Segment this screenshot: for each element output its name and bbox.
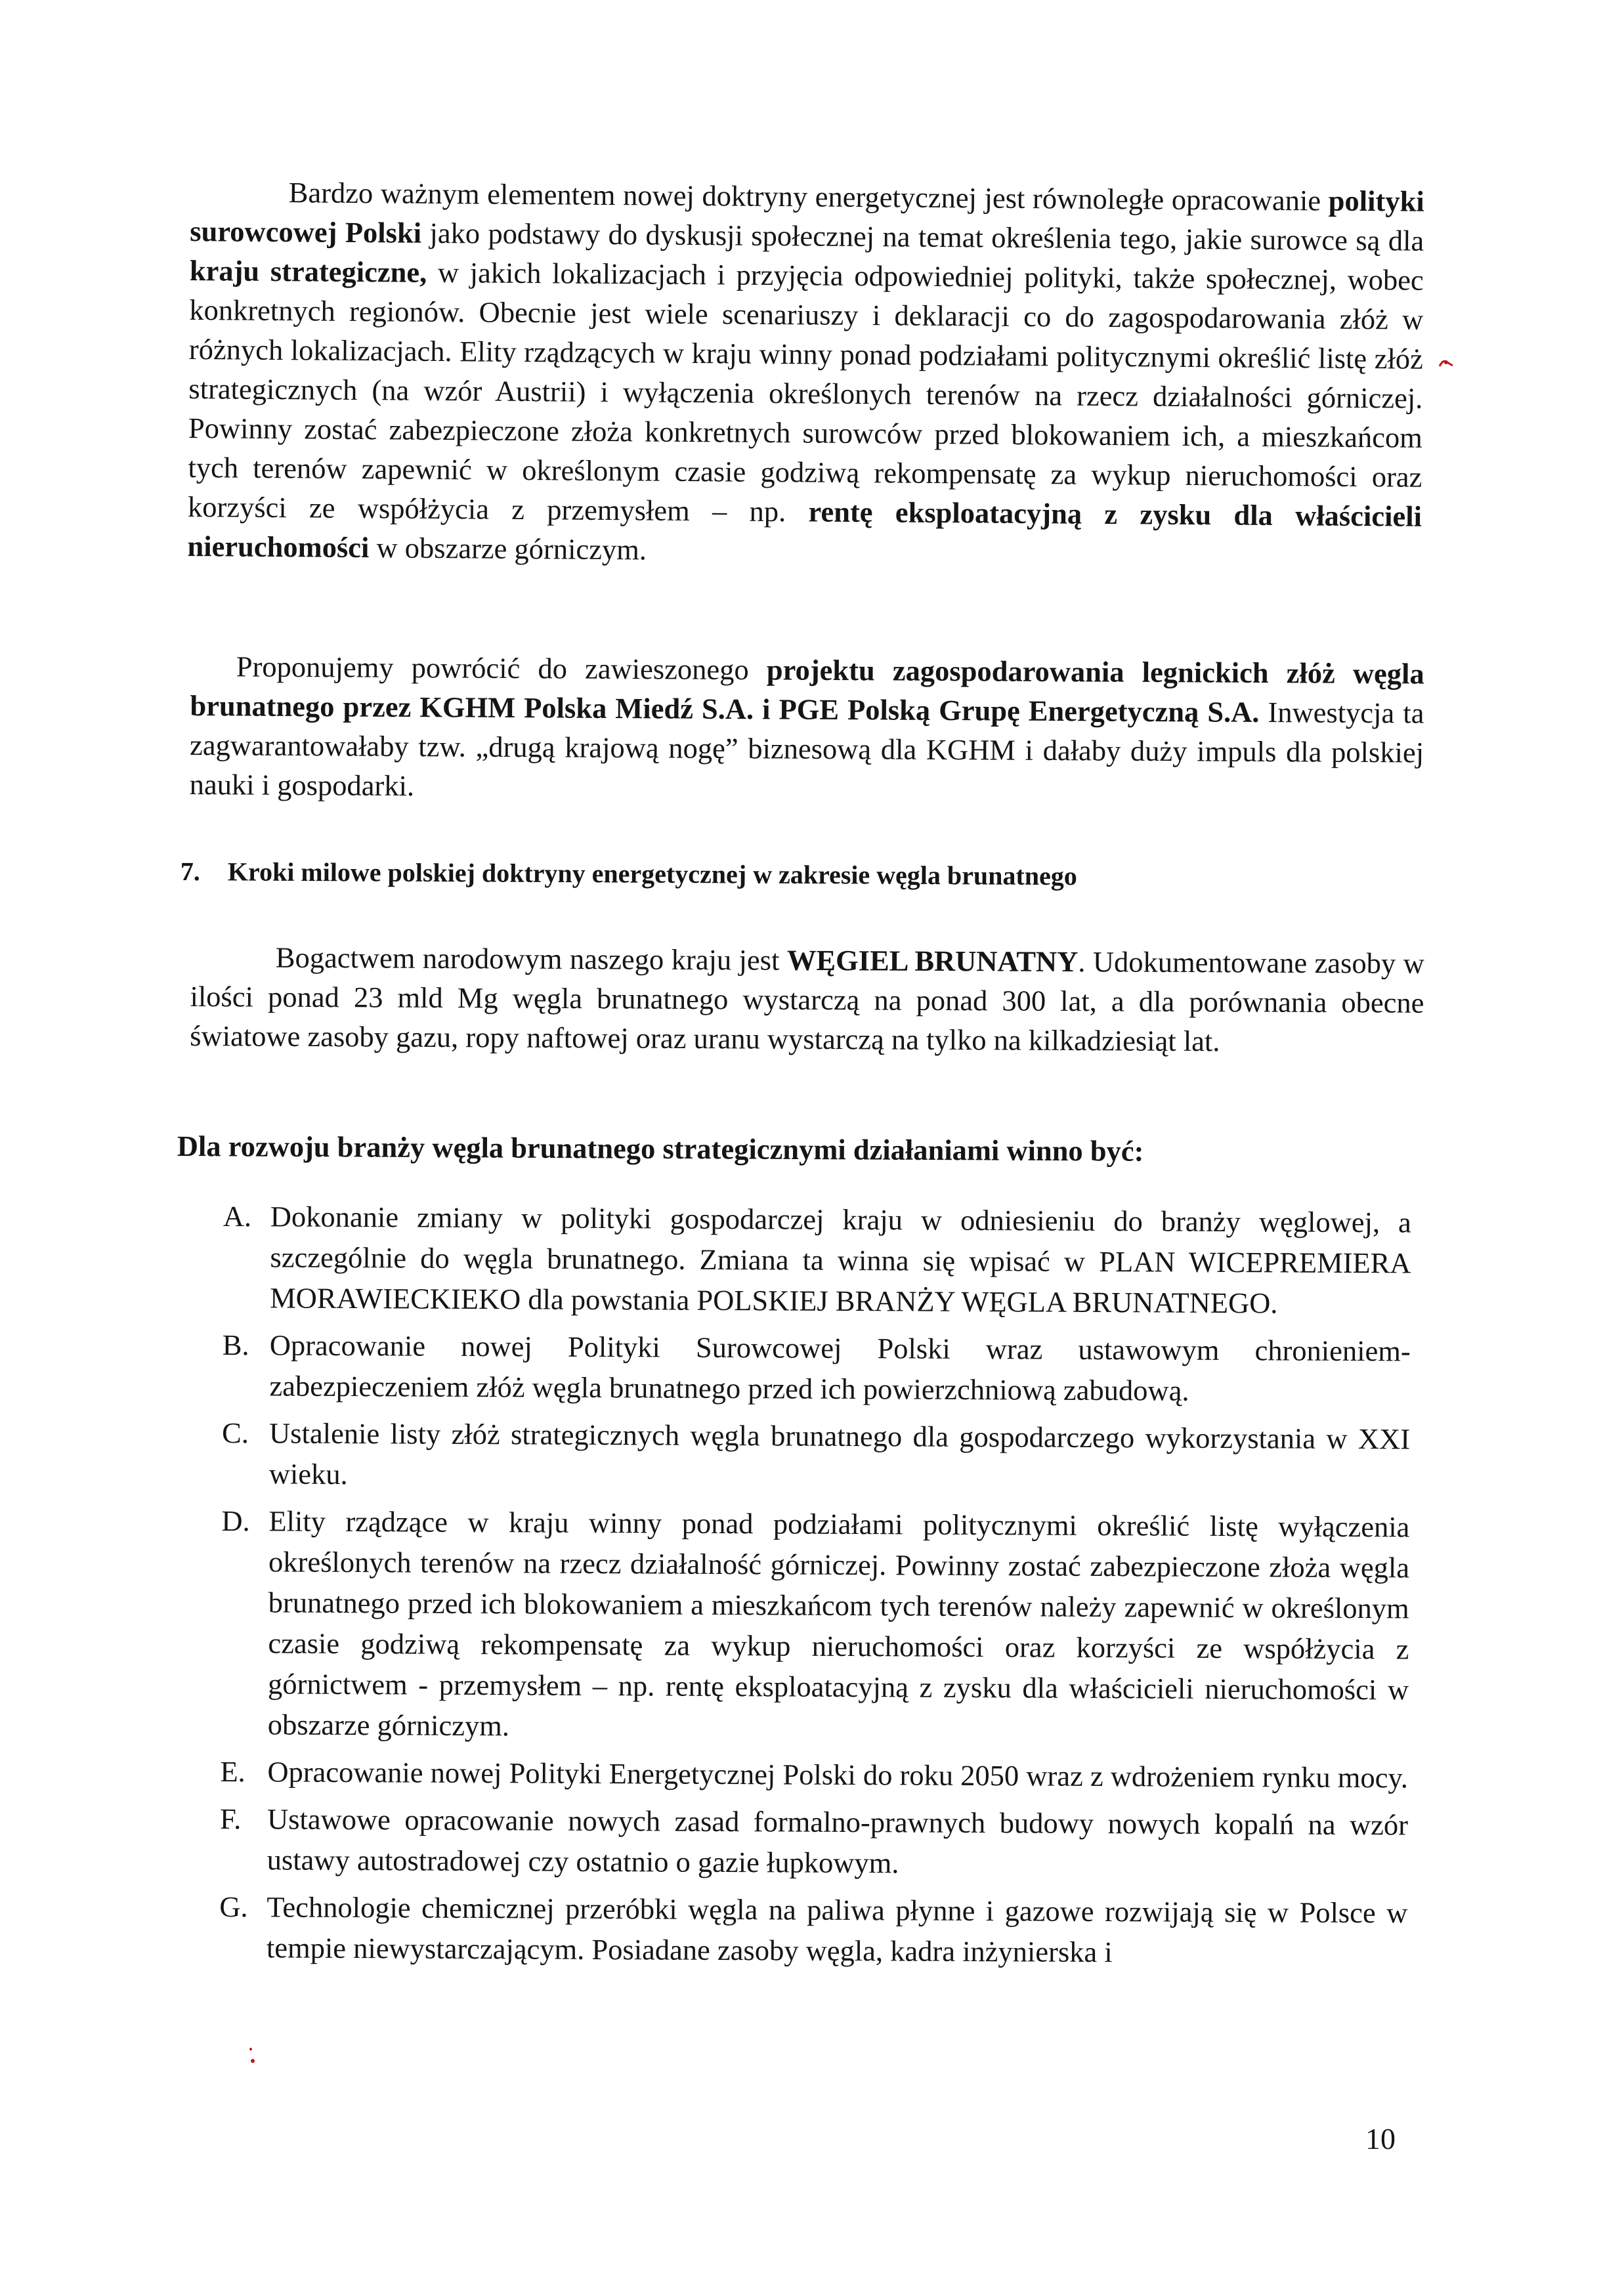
paragraph-national-wealth (190, 937, 1424, 1062)
list-item-letter: B. (222, 1328, 249, 1362)
list-item (220, 1798, 1409, 1886)
list-item-letter: A. (223, 1199, 252, 1233)
list-item-text: Technologie chemicznej przeróbki węgla na paliwa płynne i gazowe rozwijają się w Polsce w tempie niewystarczającym. Posiadane zasoby węgla, kadra inżynierska i (266, 1890, 1408, 1969)
section-title: Kroki milowe polskiej doktryny energetycznej w zakresie węgla brunatnego (227, 857, 1077, 891)
list-item-letter: C. (221, 1416, 249, 1450)
list-item (221, 1500, 1410, 1750)
section-heading (181, 856, 1415, 893)
page-number: 10 (1365, 2122, 1396, 2155)
paragraph1-intro: Bardzo ważnym elementem nowej doktryny energetycznej jest równoległe opracowanie (288, 176, 1329, 217)
list-item-letter: D. (221, 1504, 250, 1538)
paragraph1-end: w obszarze górniczym. (369, 531, 647, 566)
paragraph2-bold-project: projektu zagospodarowania legnickich złóż węgla brunatnego przez KGHM Polska Miedź S.A. i PGE Polską Grupę Energetyczną S.A. (190, 653, 1424, 729)
list-item-text: Elity rządzące w kraju winny ponad podziałami politycznymi określić listę wyłączenia określonych terenów na rzecz działalność górniczej. Powinny zostać zabezpieczone złoża węgla brunatnego przed ich blokowaniem a mieszkańcom tych terenów należy zapewnić w określonym czasie godziwą rekompensatę za wykup nieruchomości oraz korzyści ze współżycia z górnictwem - przemysłem – np. rentę eksploatacyjną z zysku dla właścicieli nieruchomości w obszarze górniczym. (267, 1504, 1410, 1743)
list-item-text: Ustawowe opracowanie nowych zasad formalno-prawnych budowy nowych kopalń na wzór ustawy autostradowej czy ostatnio o gazie łupkowym. (267, 1802, 1409, 1880)
list-item (220, 1751, 1408, 1798)
list-item (222, 1325, 1411, 1412)
paragraph3-intro: Bogactwem narodowym naszego kraju jest (275, 941, 788, 977)
list-item (223, 1196, 1411, 1324)
paragraph1-mid1: jako podstawy do dyskusji społecznej na temat określenia tego, jakie surowce są dla (421, 216, 1424, 257)
list-item (222, 1412, 1411, 1500)
list-item-text: Opracowanie nowej Polityki Surowcowej Polski wraz ustawowym chronieniem-zabezpieczeniem złóż węgla brunatnego przed ich powierzchniową zabudową. (269, 1328, 1411, 1407)
strategic-actions-list (219, 1196, 1411, 1980)
section-number: 7. (180, 857, 200, 887)
red-annotation-mark-icon (1439, 358, 1453, 368)
paragraph1-bold-rent: rentę eksploatacyjną z zysku dla właścicieli nieruchomości (187, 495, 1422, 564)
red-annotation-mark-icon (248, 2046, 257, 2065)
list-item-text: Opracowanie nowej Polityki Energetycznej Polski do roku 2050 wraz z wdrożeniem rynku mocy. (267, 1755, 1409, 1794)
paragraph-resource-policy (187, 172, 1424, 576)
list-item-text: Ustalenie listy złóż strategicznych węgla brunatnego dla gospodarczego wykorzystania w XXI wieku. (268, 1416, 1411, 1491)
paragraph2-end: Inwestycja ta zagwarantowałaby tzw. „drugą krajową nogę” biznesową dla KGHM i dałaby duży impuls dla polskiej nauki i gospodarki. (189, 695, 1424, 803)
paragraph-legnica-project (190, 647, 1424, 811)
list-item (219, 1886, 1408, 1974)
paragraph1-bold-strategic: kraju strategiczne, (189, 253, 427, 289)
paragraph2-intro: Proponujemy powrócić do zawieszonego (236, 650, 767, 687)
paragraph3-bold-lignite: WĘGIEL BRUNATNY (786, 943, 1079, 979)
paragraph1-bold-resource-policy: polityki surowcowej Polski (190, 184, 1424, 249)
paragraph3-end: . Udokumentowane zasoby w ilości ponad 23 mld Mg węgla brunatnego wystarczą na ponad 300 lat, a dla porównania obecne światowe zasoby gazu, ropy naftowej oraz uranu wystarczą na tylko na kilkadziesiąt lat. (190, 945, 1424, 1058)
paragraph1-mid2: w jakich lokalizacjach i przyjęcia odpowiedniej polityki, także społecznej, wobec konkretnych regionów. Obecnie jest wiele scenariuszy i deklaracji co do zagospodarowania złóż w różnych lokalizacjach. Elity rządzących w kraju winny ponad podziałami politycznymi określić listę złóż strategicznych (na wzór Austrii) i wyłączenia określonych terenów na rzecz działalności górniczej. Powinny zostać zabezpieczone złoża konkretnych surowców przed blokowaniem ich, a mieszkańcom tych terenów zapewnić w określonym czasie godziwą rekompensatę za wykup nieruchomości oraz korzyści ze współżycia z przemysłem – np. (187, 255, 1424, 528)
list-item-letter: E. (220, 1754, 246, 1789)
strategic-actions-subheading: Dla rozwoju branży węgla brunatnego strategicznymi działaniami winno być: (177, 1130, 1144, 1168)
list-item-letter: F. (219, 1802, 242, 1836)
list-item-text: Dokonanie zmiany w polityki gospodarczej kraju w odniesieniu do branży węglowej, a szczególnie do węgla brunatnego. Zmiana ta winna się wpisać w PLAN WICEPREMIERA MORAWIECKIEKO dla powstania POLSKIEJ BRANŻY WĘGLA BRUNATNEGO. (270, 1200, 1411, 1320)
list-item-letter: G. (219, 1890, 248, 1924)
